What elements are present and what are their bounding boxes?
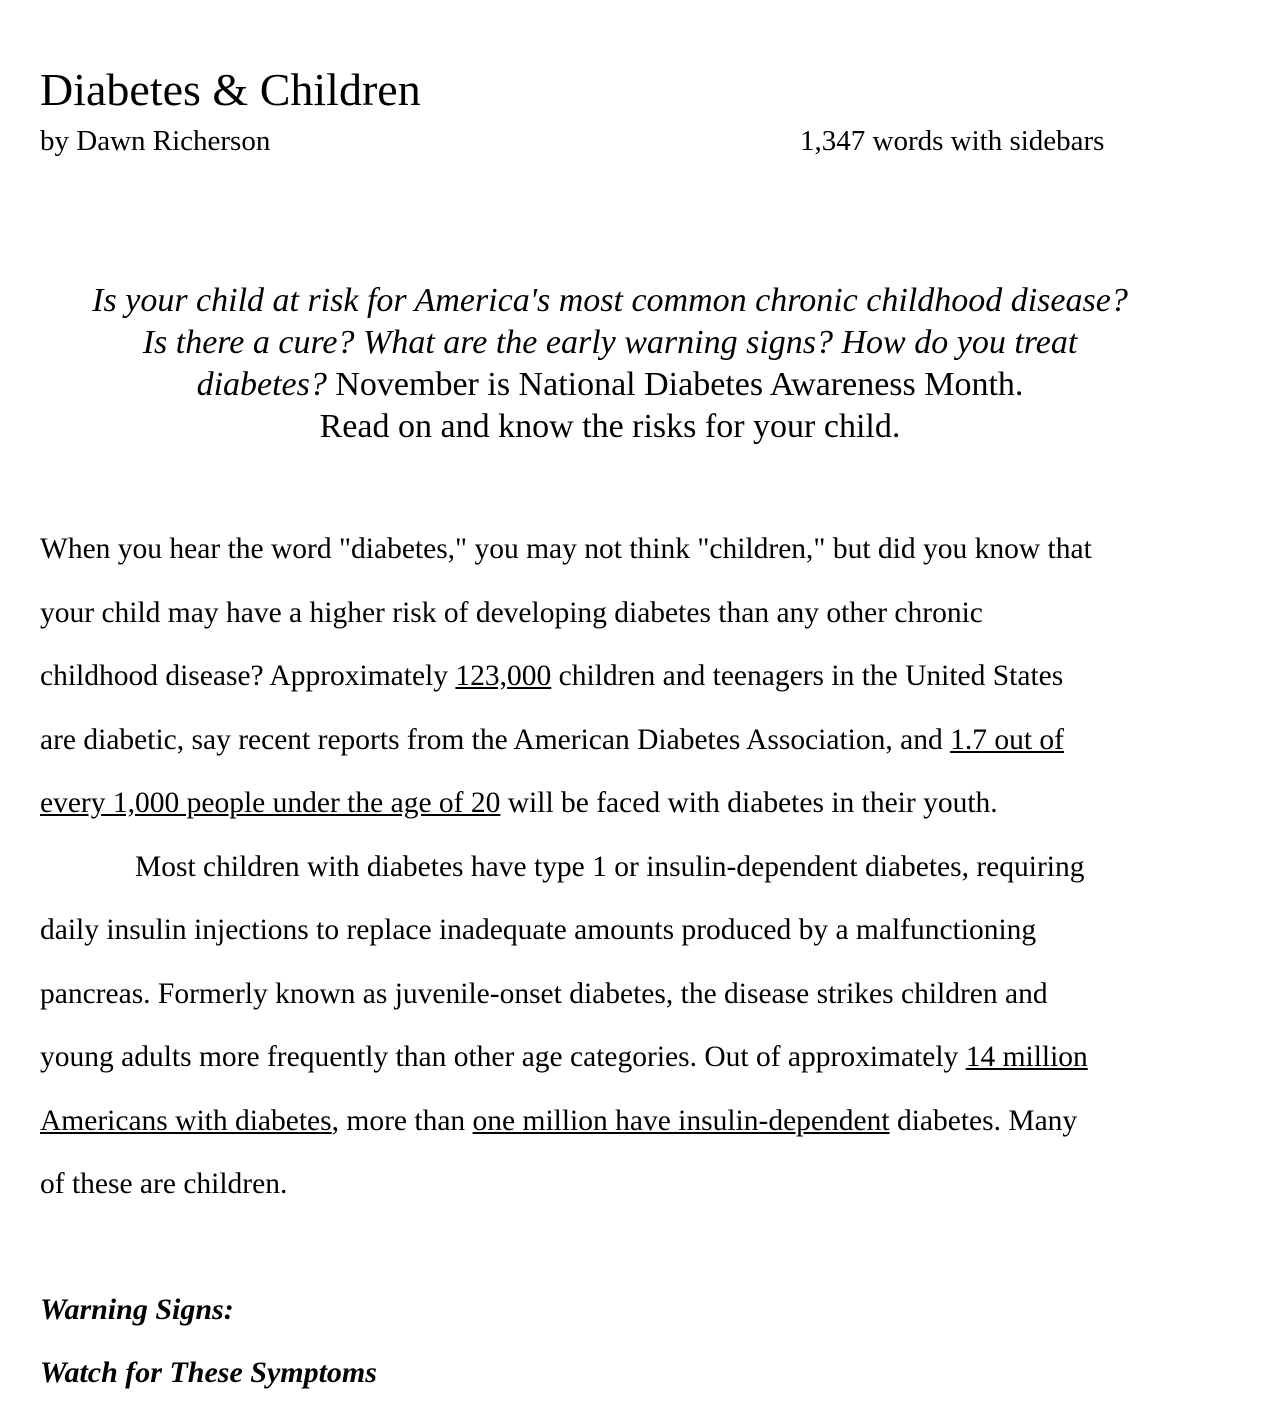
p1-line-3-text: childhood disease? Approximately bbox=[40, 660, 456, 692]
article-title: Diabetes & Children bbox=[40, 64, 421, 115]
sidebar-subheading: Watch for These Symptoms bbox=[40, 1356, 377, 1389]
intro-line-1: Is your child at risk for America's most common chronic childhood disease? bbox=[92, 282, 1128, 319]
p2-line-3: pancreas. Formerly known as juvenile-onset diabetes, the disease strikes children and bbox=[40, 977, 1048, 1010]
p2-line-1: Most children with diabetes have type 1 or insulin-dependent diabetes, requiring bbox=[135, 850, 1085, 883]
sidebar-heading: Warning Signs: bbox=[40, 1293, 234, 1326]
p1-line-5-text: will be faced with diabetes in their youth. bbox=[500, 787, 998, 819]
stat-ratio-end: every 1,000 people under the age of 20 bbox=[40, 787, 501, 819]
intro-line-2: Is there a cure? What are the early warning signs? How do you treat bbox=[142, 324, 1078, 361]
article-byline: by Dawn Richerson bbox=[40, 125, 271, 157]
p2-line-4-text: young adults more frequently than other age categories. Out of approximately bbox=[40, 1041, 966, 1073]
p2-line-4 bbox=[40, 1026, 1185, 1090]
intro-blurb bbox=[40, 280, 1180, 448]
p2-line-6: of these are children. bbox=[40, 1168, 288, 1200]
p2-line-5-text: , more than bbox=[331, 1104, 473, 1137]
p1-line-3 bbox=[40, 645, 1185, 709]
stat-14-million-start: 14 million bbox=[965, 1041, 1088, 1073]
p1-line-2: your child may have a higher risk of developing diabetes than any other chronic bbox=[40, 596, 983, 629]
p1-line-1: When you hear the word "diabetes," you may not think "children," but did you know that bbox=[40, 533, 1092, 565]
intro-line-4: Read on and know the risks for your child. bbox=[319, 408, 901, 445]
p2-line-5-text-end: diabetes. Many bbox=[889, 1104, 1078, 1137]
stat-123000: 123,000 bbox=[455, 660, 552, 692]
p1-line-5 bbox=[40, 772, 1185, 836]
p1-line-4 bbox=[40, 709, 1185, 773]
article-body bbox=[40, 518, 1185, 1217]
stat-14-million-end: Americans with diabetes bbox=[40, 1104, 332, 1137]
intro-line-3-question: diabetes? bbox=[196, 366, 327, 403]
stat-one-million: one million have insulin-dependent bbox=[472, 1104, 890, 1137]
word-count: 1,347 words with sidebars bbox=[800, 125, 1105, 157]
p1-line-3-text-end: children and teenagers in the United States bbox=[551, 660, 1064, 692]
p2-line-2: daily insulin injections to replace inadequate amounts produced by a malfunctioning bbox=[40, 914, 1037, 946]
p2-line-5 bbox=[40, 1090, 1185, 1154]
stat-ratio-start: 1.7 out of bbox=[950, 723, 1064, 756]
p1-line-4-text: are diabetic, say recent reports from the American Diabetes Association, and bbox=[40, 723, 951, 756]
intro-line-3 bbox=[40, 364, 1180, 406]
intro-line-3-rest: November is National Diabetes Awareness Month. bbox=[326, 366, 1024, 403]
